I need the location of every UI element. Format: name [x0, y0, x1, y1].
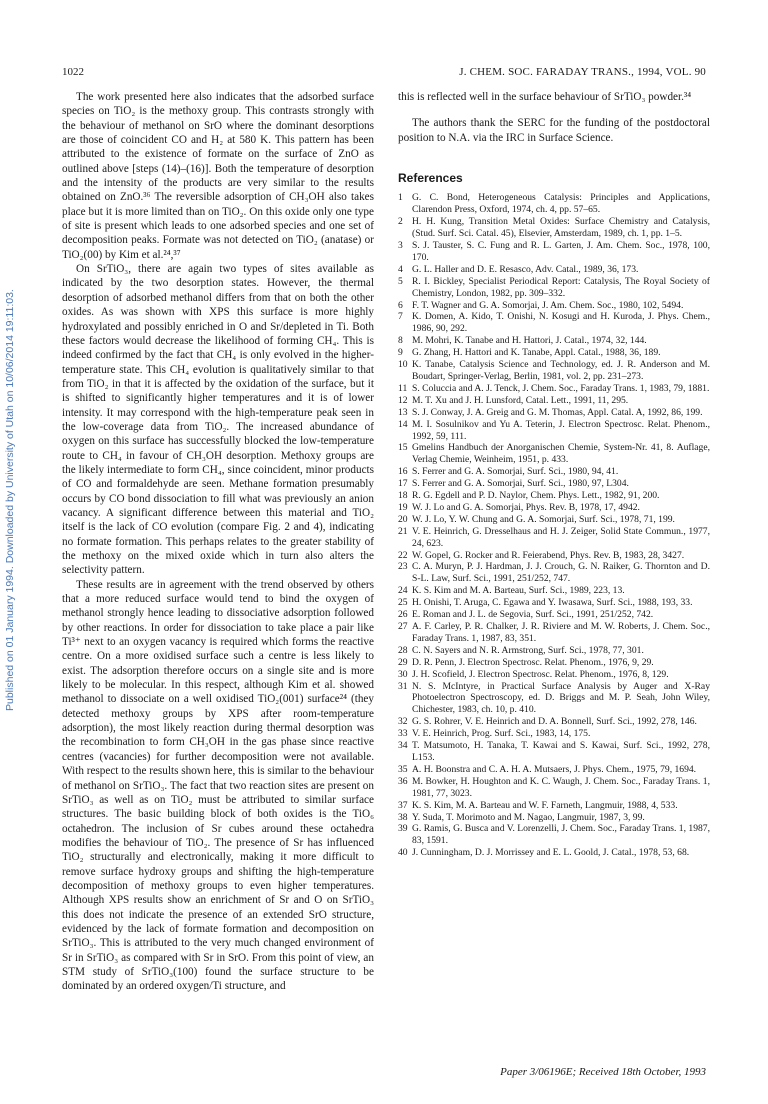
reference-item	[398, 359, 710, 383]
reference-text: H. Onishi, T. Aruga, C. Egawa and Y. Iwasawa, Surf. Sci., 1988, 193, 33.	[412, 597, 693, 609]
reference-list	[398, 192, 710, 859]
reference-number: 5	[398, 275, 403, 287]
reference-item	[398, 383, 710, 395]
reference-item	[398, 526, 710, 550]
reference-text: K. S. Kim, M. A. Barteau and W. F. Farneth, Langmuir, 1988, 4, 533.	[412, 799, 678, 811]
reference-number: 33	[398, 728, 408, 740]
reference-item	[398, 800, 710, 812]
reference-item	[398, 823, 710, 847]
reference-text: V. E. Heinrich, Prog. Surf. Sci., 1983, 14, 175.	[412, 728, 591, 740]
reference-text: H. H. Kung, Transition Metal Oxides: Surface Chemistry and Catalysis, (Stud. Surf. Sci. Catal. 45), Elsevier, Amsterdam, 1989, ch. 1, pp. 1–5.	[412, 216, 710, 240]
reference-text: S. Coluccia and A. J. Tenck, J. Chem. Soc., Faraday Trans. 1, 1983, 79, 1881.	[412, 382, 710, 394]
reference-number: 39	[398, 823, 408, 835]
reference-text: M. Bowker, H. Houghton and K. C. Waugh, J. Chem. Soc., Faraday Trans. 1, 1981, 77, 3023.	[412, 775, 710, 799]
reference-item	[398, 812, 710, 824]
reference-item	[398, 478, 710, 490]
reference-item	[398, 597, 710, 609]
reference-item	[398, 300, 710, 312]
reference-number: 34	[398, 740, 408, 752]
reference-text: R. G. Egdell and P. D. Naylor, Chem. Phys. Lett., 1982, 91, 200.	[412, 490, 660, 502]
reference-text: C. N. Sayers and N. R. Armstrong, Surf. Sci., 1978, 77, 301.	[412, 644, 644, 656]
reference-number: 29	[398, 656, 408, 668]
reference-text: M. Mohri, K. Tanabe and H. Hattori, J. Catal., 1974, 32, 144.	[412, 335, 647, 347]
reference-item	[398, 609, 710, 621]
reference-number: 6	[398, 299, 403, 311]
reference-text: D. R. Penn, J. Electron Spectrosc. Relat. Phenom., 1976, 9, 29.	[412, 656, 654, 668]
download-watermark: Published on 01 January 1994. Downloaded by University of Utah on 10/06/2014 19:11:03.	[4, 289, 16, 711]
reference-number: 13	[398, 406, 408, 418]
reference-number: 30	[398, 668, 408, 680]
reference-number: 15	[398, 442, 408, 454]
reference-number: 22	[398, 549, 408, 561]
reference-number: 27	[398, 621, 408, 632]
reference-item	[398, 550, 710, 562]
reference-text: M. I. Sosulnikov and Yu A. Teterin, J. Electron Spectrosc. Relat. Phenom., 1992, 59, 111.	[412, 418, 710, 442]
reference-number: 3	[398, 240, 403, 251]
paper-received-note: Paper 3/06196E; Received 18th October, 1993	[500, 1066, 706, 1078]
body-paragraph: These results are in agreement with the trend observed by others that a more reduced surface would tend to bind the oxygen of methanol strongly hence leading to dissociative adsorption followed by other reactions. In order for dissociation to take place a pair like Ti³⁺ next to an oxygen vacancy is required which forms the reactive centre. On a more oxidised surface such a centre is less likely to exist. The adsorption therefore occurs on a single site and is more likely to be molecular. In this respect, although Kim et al. showed methanol to dissociate on a well oxidised TiO₂(001) surface²⁴ (they detected methoxy groups by XPS after room-temperature adsorption), the most likely reaction during thermal desorption was the recombination to form CH₃OH in the gas phase since reactive centres (vacancies) for further decomposition were not available. With respect to the results shown here, this is similar to the behaviour of methanol on SrTiO₃. The fact that two reaction sites are present on SrTiO₃ as well as on TiO₂ must be attributed to similar surface structures. The basic building block of both oxides is the TiO₆ octahedron. The inclusion of Sr cubes around these octahedra modifies the behaviour of TiO₂. The presence of Sr has influenced TiO₂ structurally and electronically, making it more difficult to remove surface hydroxy groups and shifting the high-temperature decomposition of methoxy groups to even higher temperatures. Although XPS results show an enrichment of Sr and O on SrTiO₃ this does not indicate the presence of an extended SrO structure, evidenced by the lack of formate formation and decomposition on SrTiO₃. This is attributed to the very much changed environment of Sr in SrTiO₃ as compared with Sr in SrO. From this point of view, an STM study of SrTiO₃(100) found the surface structure to be dominated by an ordered oxygen/Ti structure, and	[62, 578, 374, 993]
reference-item	[398, 585, 710, 597]
reference-item	[398, 216, 710, 240]
reference-text: J. H. Scofield, J. Electron Spectrosc. Relat. Phenom., 1976, 8, 129.	[412, 668, 669, 680]
reference-item	[398, 514, 710, 526]
reference-text: G. S. Rohrer, V. E. Heinrich and D. A. Bonnell, Surf. Sci., 1992, 278, 146.	[412, 716, 697, 728]
acknowledgement: The authors thank the SERC for the funding of the postdoctoral position to N.A. via the IRC in Surface Science.	[398, 117, 710, 144]
reference-number: 35	[398, 763, 408, 775]
reference-item	[398, 395, 710, 407]
reference-item	[398, 264, 710, 276]
reference-text: G. C. Bond, Heterogeneous Catalysis: Principles and Applications, Clarendon Press, Oxford, 1974, ch. 4, pp. 57–65.	[412, 192, 710, 216]
reference-text: W. J. Lo, Y. W. Chung and G. A. Somorjai, Surf. Sci., 1978, 71, 199.	[412, 513, 675, 525]
reference-number: 1	[398, 192, 403, 204]
reference-text: K. Domen, A. Kido, T. Onishi, N. Kosugi and H. Kuroda, J. Phys. Chem., 1986, 90, 292.	[412, 311, 710, 335]
reference-number: 4	[398, 263, 403, 275]
reference-item	[398, 407, 710, 419]
reference-number: 25	[398, 597, 408, 609]
reference-text: V. E. Heinrich, G. Dresselhaus and H. J. Zeiger, Solid State Commun., 1977, 24, 623.	[412, 525, 710, 549]
reference-text: W. J. Lo and G. A. Somorjai, Phys. Rev. B, 1978, 17, 4942.	[412, 501, 640, 513]
reference-text: G. Ramis, G. Busca and V. Lorenzelli, J. Chem. Soc., Faraday Trans. 1, 1987, 83, 1591.	[412, 823, 710, 847]
reference-text: S. Ferrer and G. A. Somorjai, Surf. Sci., 1980, 97, L304.	[412, 478, 629, 490]
reference-item	[398, 645, 710, 657]
reference-item	[398, 240, 710, 264]
reference-text: W. Gopel, G. Rocker and R. Feierabend, Phys. Rev. B, 1983, 28, 3427.	[412, 549, 685, 561]
reference-text: C. A. Muryn, P. J. Hardman, J. J. Crouch, G. N. Raiker, G. Thornton and D. S-L. Law, Surf. Sci., 1991, 251/252, 747.	[412, 561, 710, 585]
reference-number: 20	[398, 513, 408, 525]
reference-text: R. I. Bickley, Specialist Periodical Report: Catalysis, The Royal Society of Chemistry, London, 1982, pp. 309–332.	[412, 275, 710, 299]
reference-number: 31	[398, 680, 408, 692]
reference-text: F. T. Wagner and G. A. Somorjai, J. Am. Chem. Soc., 1980, 102, 5494.	[412, 299, 684, 311]
reference-text: A. H. Boonstra and C. A. H. A. Mutsaers, J. Phys. Chem., 1975, 79, 1694.	[412, 763, 697, 775]
reference-number: 9	[398, 347, 403, 359]
body-paragraph: On SrTiO₃, there are again two types of sites available as indicated by the two desorption states. However, the thermal desorption of adsorbed methanol differs from that on both the other oxides. As was shown with XPS this surface is more highly hydroxylated and possibly enriched in O and Sr/depleted in Ti. Both these factors would decrease the likelihood of forming CH₄. This is indeed confirmed by the fact that CH₄ is only evolved in the higher-temperature state. This CH₄ evolution is qualitatively similar to that from TiO₂ in that it is affected by the oxidation of the surface, but it is shifted to significantly higher temperatures and it is of lower intensity. It may correspond with the high-temperature peak seen in the low-coverage data from TiO₂. The increased abundance of oxygen on this surface has successfully blocked the low-temperature route to CH₄ in favour of CH₃OH desorption. Methoxy groups are the likely intermediate to form CH₄, since coincident, minor products of CO and formaldehyde are seen. Methane formation presumably occurs by CO bond dissociation to fill what was previously an anion vacancy. A significant difference between this material and TiO₂ itself is the lack of CO evolution (compare Fig. 2 and 4), indicating no formate formation. This perhaps relates to the greater stability of the methoxy on the mixed oxide which in turn also alters the selectivity pattern.	[62, 263, 374, 577]
body-paragraph-continuation: this is reflected well in the surface behaviour of SrTiO₃ powder.³⁴	[398, 91, 692, 103]
reference-item	[398, 466, 710, 478]
reference-item	[398, 276, 710, 300]
reference-item	[398, 716, 710, 728]
reference-number: 38	[398, 811, 408, 823]
reference-number: 28	[398, 644, 408, 656]
reference-number: 36	[398, 775, 408, 787]
reference-item	[398, 192, 710, 216]
reference-item	[398, 847, 710, 859]
reference-item	[398, 347, 710, 359]
reference-number: 12	[398, 394, 408, 406]
right-column	[398, 90, 710, 859]
reference-number: 21	[398, 525, 408, 537]
reference-item	[398, 490, 710, 502]
reference-number: 40	[398, 847, 408, 859]
reference-text: K. S. Kim and M. A. Barteau, Surf. Sci., 1989, 223, 13.	[412, 585, 625, 597]
reference-number: 19	[398, 501, 408, 513]
reference-item	[398, 621, 710, 645]
reference-item	[398, 502, 710, 514]
reference-text: G. L. Haller and D. E. Resasco, Adv. Catal., 1989, 36, 173.	[412, 263, 639, 275]
reference-item	[398, 740, 710, 764]
reference-number: 37	[398, 799, 408, 811]
reference-item	[398, 728, 710, 740]
reference-text: Y. Suda, T. Morimoto and M. Nagao, Langmuir, 1987, 3, 99.	[412, 811, 645, 823]
running-head: J. CHEM. SOC. FARADAY TRANS., 1994, VOL. 90	[459, 66, 706, 78]
reference-number: 26	[398, 609, 408, 621]
reference-text: Gmelins Handbuch der Anorganischen Chemie, System-Nr. 41, 8. Auflage, Verlag Chemie, Weinheim, 1951, p. 433.	[412, 442, 710, 466]
reference-item	[398, 764, 710, 776]
page-number: 1022	[62, 66, 84, 78]
reference-number: 14	[398, 418, 408, 430]
reference-item	[398, 669, 710, 681]
reference-number: 8	[398, 335, 403, 347]
reference-item	[398, 561, 710, 585]
reference-text: S. J. Tauster, S. C. Fung and R. L. Garten, J. Am. Chem. Soc., 1978, 100, 170.	[412, 240, 710, 263]
body-paragraph: The work presented here also indicates that the adsorbed surface species on TiO₂ is the methoxy group. This contrasts strongly with the behaviour of methanol on SrO where the dominant desorptions are those of coincident CO and H₂ at 580 K. This pattern has been attributed to the existence of formate on the surface of ZnO as outlined above [steps (14)–(16)]. Both the temperature of desorption and the intensity of the products are very similar to the results obtained on ZnO.³⁶ The reversible adsorption of CH₃OH also takes place but it is more limited than on TiO₂. On this oxide only one type of site is present which leads to one adsorbed species and one set of decomposition peaks. Formate was not detected on TiO₂ (anatase) or TiO₂(00) by Kim et al.²⁴,³⁷	[62, 91, 374, 261]
reference-text: S. J. Conway, J. A. Greig and G. M. Thomas, Appl. Catal. A, 1992, 86, 199.	[412, 406, 703, 418]
reference-number: 23	[398, 561, 408, 573]
reference-number: 10	[398, 359, 408, 371]
reference-text: N. S. McIntyre, in Practical Surface Analysis by Auger and X-Ray Photoelectron Spectroscopy, ed. D. Briggs and M. P. Seah, John Wiley, Chichester, 1983, ch. 10, p. 410.	[412, 680, 710, 716]
reference-item	[398, 311, 710, 335]
reference-number: 2	[398, 216, 403, 228]
reference-item	[398, 442, 710, 466]
reference-item	[398, 335, 710, 347]
reference-item	[398, 419, 710, 443]
reference-text: S. Ferrer and G. A. Somorjai, Surf. Sci., 1980, 94, 41.	[412, 466, 619, 478]
reference-text: M. T. Xu and J. H. Lunsford, Catal. Lett., 1991, 11, 295.	[412, 394, 629, 406]
reference-text: A. F. Carley, P. R. Chalker, J. R. Riviere and M. W. Roberts, J. Chem. Soc., Faraday Trans. 1, 1987, 83, 351.	[412, 621, 710, 644]
reference-number: 11	[398, 382, 408, 394]
reference-number: 24	[398, 585, 408, 597]
reference-text: E. Roman and J. L. de Segovia, Surf. Sci., 1991, 251/252, 742.	[412, 609, 654, 621]
reference-text: T. Matsumoto, H. Tanaka, T. Kawai and S. Kawai, Surf. Sci., 1992, 278, L153.	[412, 740, 710, 763]
reference-number: 7	[398, 311, 403, 323]
reference-item	[398, 657, 710, 669]
reference-item	[398, 776, 710, 800]
reference-text: K. Tanabe, Catalysis Science and Technology, ed. J. R. Anderson and M. Boudart, Springer-Verlag, Berlin, 1981, vol. 2, pp. 231–273.	[412, 359, 710, 382]
references-heading: References	[398, 171, 463, 186]
reference-number: 17	[398, 478, 408, 490]
reference-item	[398, 681, 710, 717]
reference-number: 32	[398, 716, 408, 728]
reference-number: 16	[398, 466, 408, 478]
reference-text: G. Zhang, H. Hattori and K. Tanabe, Appl. Catal., 1988, 36, 189.	[412, 347, 661, 359]
reference-text: J. Cunningham, D. J. Morrissey and E. L. Goold, J. Catal., 1978, 53, 68.	[412, 847, 690, 859]
left-column	[62, 90, 374, 994]
reference-number: 18	[398, 490, 408, 502]
